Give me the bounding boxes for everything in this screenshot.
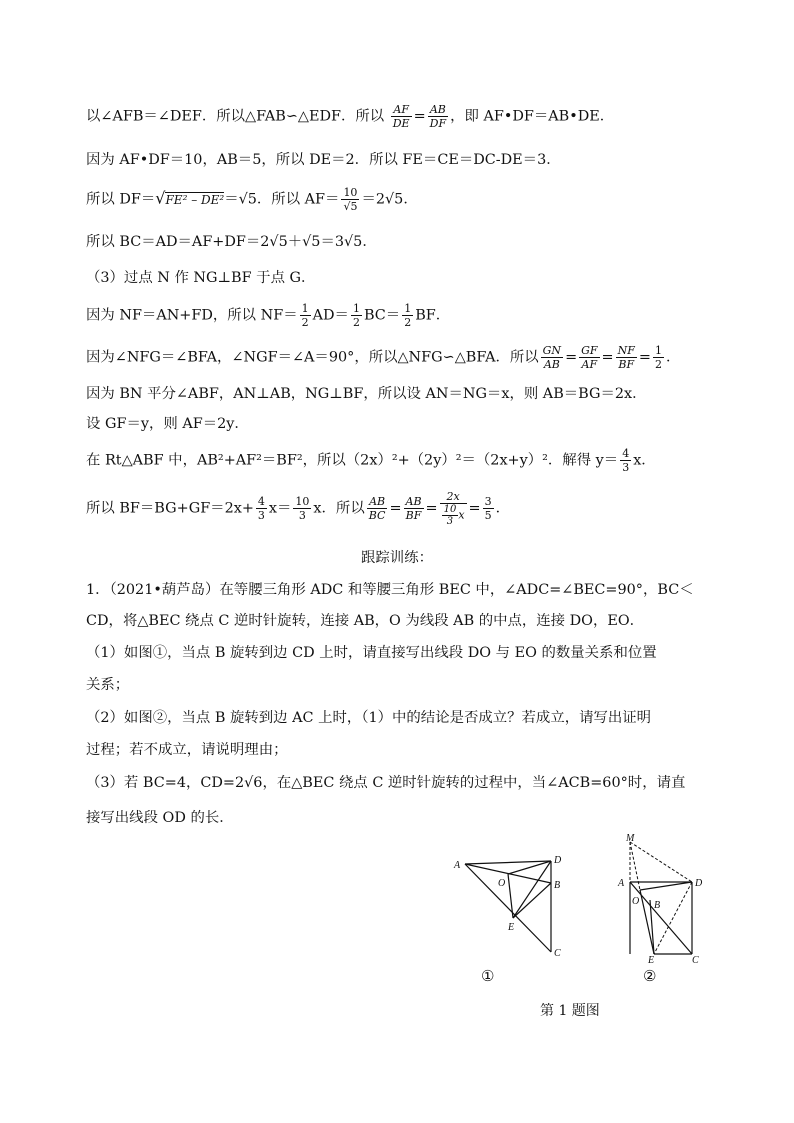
den: 5 xyxy=(484,509,492,522)
problem-line-1: 1．（2021•葫芦岛）在等腰三角形 ADC 和等腰三角形 BEC 中，∠ADC=∠BEC=90°，BC＜ xyxy=(86,582,694,598)
fraction-4-3 xyxy=(256,495,267,522)
text: 所以 BF＝BG+GF＝2x+ xyxy=(86,500,254,517)
solution-line-11: 所以 BF＝BG+GF＝2x+ $\frac{4}{3}$ x＝ $\frac{10}{3}$ x．所以 $\frac{AB}{BC}$ = $\frac{AB}{BF}$ = 2x $\frac{10}{3}$ x = $\frac{3}{5}$ ． xyxy=(86,490,511,527)
fraction-10-3 xyxy=(293,495,311,522)
den: √5 xyxy=(343,200,358,213)
fraction-ab-bf xyxy=(404,495,424,522)
num: AB xyxy=(428,103,448,117)
num: NF xyxy=(617,344,635,357)
num: 10 xyxy=(443,504,457,515)
segment-od xyxy=(508,861,551,874)
fraction-ab-df xyxy=(428,103,448,130)
var: x xyxy=(458,508,465,522)
num: AB xyxy=(405,495,422,508)
point-label: E xyxy=(508,922,515,933)
point-label: A xyxy=(454,860,461,871)
den: 2 xyxy=(404,316,412,329)
num: 1 xyxy=(654,344,662,357)
num: AB xyxy=(367,495,388,509)
problem-line-6: 过程；若不成立，请说明理由； xyxy=(86,742,288,758)
text: ． xyxy=(665,349,681,366)
figure-2 xyxy=(612,832,712,964)
problem-line-2: CD，将△BEC 绕点 C 逆时针旋转，连接 AB，O 为线段 AB 的中点，连接 DO，EO． xyxy=(86,613,645,629)
den: DE xyxy=(392,117,410,130)
text: BF． xyxy=(415,307,451,324)
solution-line-6 xyxy=(86,302,714,329)
den: 2 xyxy=(301,316,309,329)
point-label: O xyxy=(632,896,640,907)
solution-line-9: 设 GF＝y，则 AF＝2y． xyxy=(86,416,249,432)
den: 3 xyxy=(622,461,630,474)
problem-line-4: 关系； xyxy=(86,677,130,693)
segment-od xyxy=(640,882,692,890)
figure-1-label: ① xyxy=(481,967,495,985)
den: 3 xyxy=(257,509,265,522)
den: AB xyxy=(543,358,560,371)
text: ，即 AF•DF＝AB•DE． xyxy=(450,108,615,125)
text: ． xyxy=(495,500,511,517)
num: 2x xyxy=(440,490,467,504)
fraction-10-rt5 xyxy=(341,186,359,213)
den: DF xyxy=(429,117,447,130)
fraction-half xyxy=(653,344,664,371)
point-label: E xyxy=(648,955,655,964)
text: BC＝ xyxy=(363,307,401,324)
fraction-half xyxy=(351,302,362,329)
den xyxy=(440,504,467,527)
num: 1 xyxy=(352,302,360,315)
text: 以∠AFB＝∠DEF．所以△FAB∽△EDF．所以 xyxy=(86,108,385,125)
text: ＝2√5． xyxy=(361,191,418,208)
text: 因为∠NFG＝∠BFA，∠NGF＝∠A＝90°，所以△NFG∽△BFA．所以 xyxy=(86,349,539,366)
point-label: O xyxy=(498,878,506,889)
num: 10 xyxy=(295,495,310,508)
text: AD＝ xyxy=(312,307,349,324)
num: 1 xyxy=(301,302,309,315)
num: GN xyxy=(542,344,562,357)
solution-line-8: 因为 BN 平分∠ABF，AN⊥AB，NG⊥BF，所以设 AN＝NG＝x，则 AB＝BG＝2x． xyxy=(86,386,647,402)
solution-line-10 xyxy=(86,447,714,474)
fraction-af-de xyxy=(391,103,412,130)
num: 4 xyxy=(622,447,630,460)
problem-line-5: （2）如图②，当点 B 旋转到边 AC 上时，（1）中的结论是否成立？若成立，请写出证明 xyxy=(86,710,652,726)
fraction-2x-10-3x xyxy=(440,490,467,527)
segment-be xyxy=(513,883,551,918)
den: AF xyxy=(581,358,598,371)
sqrt-sign: √ xyxy=(155,188,166,208)
figure-2-label: ② xyxy=(643,967,657,985)
fraction-ab-bc xyxy=(367,495,388,522)
text: x．所以 xyxy=(313,500,365,517)
segment-ad xyxy=(465,861,551,864)
problem-line-3: （1）如图①，当点 B 旋转到边 CD 上时，请直接写出线段 DO 与 EO 的数量关系和位置 xyxy=(86,645,657,661)
point-label: D xyxy=(695,878,703,889)
solution-line-1: 以∠AFB＝∠DEF．所以△FAB∽△EDF．所以 $\frac{AF}{DE}$ = $\frac{AB}{DF}$ ，即 AF•DF＝AB•DE． xyxy=(86,103,615,130)
nested-fraction xyxy=(442,504,459,527)
point-label: M xyxy=(626,833,635,844)
fraction-nf-bf xyxy=(616,344,637,371)
num: 4 xyxy=(257,495,265,508)
solution-line-3 xyxy=(86,186,714,213)
text: 所以 DF＝ xyxy=(86,191,156,208)
fraction-half xyxy=(402,302,413,329)
dashed-mo xyxy=(630,842,640,890)
point-label: A xyxy=(618,878,625,889)
num: 1 xyxy=(404,302,412,315)
point-label: C xyxy=(554,948,561,959)
num: AF xyxy=(391,103,412,117)
fraction-3-5 xyxy=(483,495,494,522)
den: 2 xyxy=(352,316,360,329)
text: x＝ xyxy=(268,500,292,517)
solution-line-7: 因为∠NFG＝∠BFA，∠NGF＝∠A＝90°，所以△NFG∽△BFA．所以 $\frac{GN}{AB}$ = $\frac{GF}{AF}$ = $\frac{NF}{BF}$ = $\frac{1}{2}$ ． xyxy=(86,344,681,371)
segment-ac xyxy=(630,882,692,954)
num: GF xyxy=(581,344,598,357)
den: BF xyxy=(618,358,635,371)
num: 10 xyxy=(341,186,359,200)
solution-line-5: （3）过点 N 作 NG⊥BF 于点 G． xyxy=(86,270,316,286)
den: BC xyxy=(368,509,386,522)
fraction-4-3 xyxy=(620,447,631,474)
solution-line-4: 所以 BC＝AD＝AF+DF＝2√5＋√5＝3√5． xyxy=(86,234,377,250)
dashed-md xyxy=(630,842,692,882)
segment-ed xyxy=(513,861,551,918)
fraction-half xyxy=(300,302,311,329)
text: ＝√5．所以 AF＝ xyxy=(224,191,340,208)
problem-line-7: （3）若 BC=4，CD=2√6，在△BEC 绕点 C 逆时针旋转的过程中，当∠ACB=60°时，请直 xyxy=(86,775,686,791)
problem-line-8: 接写出线段 OD 的长． xyxy=(86,810,234,826)
den: 2 xyxy=(654,358,662,371)
section-heading: 跟踪训练： xyxy=(361,550,433,566)
den: 3 xyxy=(446,516,454,527)
text: 因为 NF＝AN+FD，所以 NF＝ xyxy=(86,307,298,324)
fraction-gf-af xyxy=(579,344,599,371)
text: x． xyxy=(633,452,656,469)
den: BF xyxy=(405,509,422,522)
dashed-de xyxy=(654,882,692,954)
figure-caption: 第 1 题图 xyxy=(540,1003,600,1019)
point-label: D xyxy=(554,855,562,866)
radicand: FE² – DE² xyxy=(165,192,225,207)
num: 3 xyxy=(484,495,492,508)
point-label: B xyxy=(554,880,561,891)
point-label: B xyxy=(654,900,661,911)
den: 3 xyxy=(298,509,306,522)
point-label: C xyxy=(692,955,699,964)
fraction-gn-ab xyxy=(541,344,563,371)
figure-1 xyxy=(440,848,580,963)
text: 在 Rt△ABF 中，AB²+AF²＝BF²，所以（2x）²+（2y）²＝（2x+y）²．解得 y＝ xyxy=(86,452,619,469)
solution-line-2: 因为 AF•DF＝10，AB＝5，所以 DE＝2．所以 FE＝CE＝DC-DE＝3． xyxy=(86,152,561,168)
